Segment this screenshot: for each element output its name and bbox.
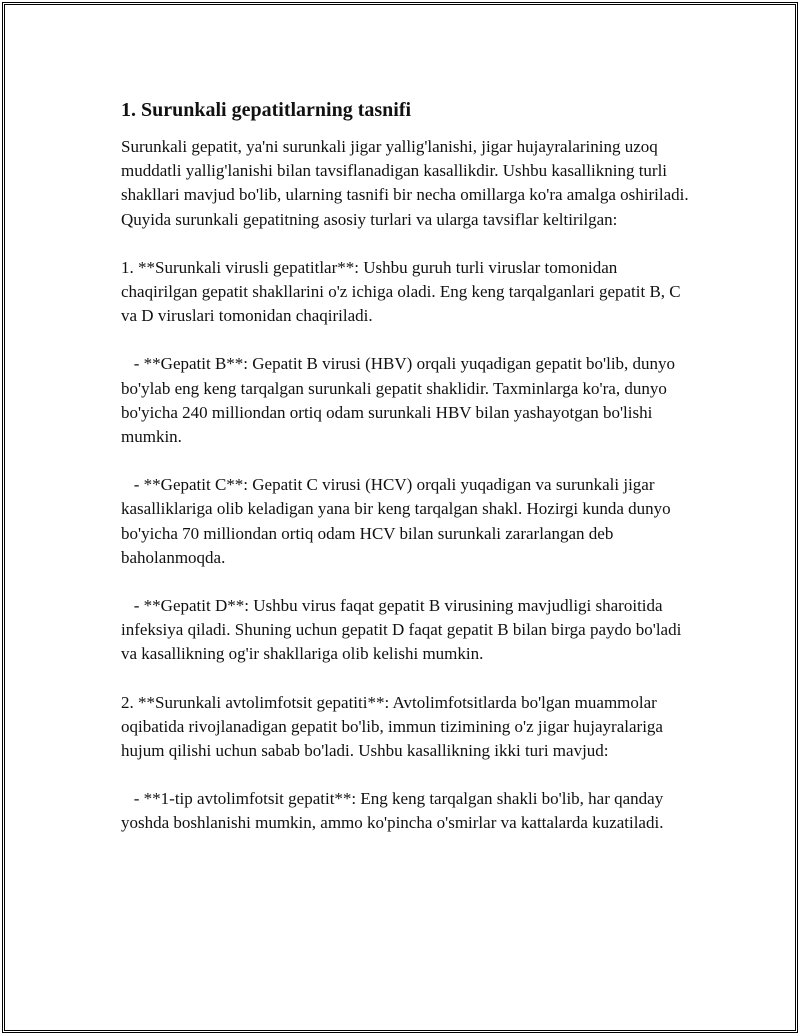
page-frame bbox=[2, 2, 798, 1033]
document-title: 1. Surunkali gepatitlarning tasnifi bbox=[121, 99, 412, 121]
paragraph-hepatitis-b: - **Gepatit B**: Gepatit B virusi (HBV) orqali yuqadigan gepatit bo'lib, dunyo bo'ylab eng keng tarqalgan surunkali gepatit shaklidir. Taxminlarga ko'ra, dunyo bo'yicha 240 milliondan ortiq odam surunkali HBV bilan yashayotgan bo'lishi mumkin. bbox=[121, 354, 680, 447]
paragraph-autoimmune-hepatitis: 2. **Surunkali avtolimfotsit gepatiti**: Avtolimfotsitlarda bo'lgan muammolar oqibatida rivojlanadigan gepatit bo'lib, immun tizimining o'z jigar hujayralariga hujum qilishi uchun sabab bo'ladi. Ushbu kasallikning ikki turi mavjud: bbox=[121, 692, 668, 761]
paragraph-type-1: - **1-tip avtolimfotsit gepatit**: Eng keng tarqalgan shakli bo'lib, har qanday yoshda boshlanishi mumkin, ammo ko'pincha o'smirlar va kattalarda kuzatiladi. bbox=[121, 789, 668, 833]
paragraph-viral-hepatitis: 1. **Surunkali virusli gepatitlar**: Ushbu guruh turli viruslar tomonidan chaqirilgan gepatit shakllarini o'z ichiga oladi. Eng keng tarqalganlari gepatit B, C va D viruslari tomonidan chaqiriladi. bbox=[121, 257, 685, 326]
paragraph-hepatitis-d: - **Gepatit D**: Ushbu virus faqat gepatit B virusining mavjudligi sharoitida infeksiya qiladi. Shuning uchun gepatit D faqat gepatit B bilan birga paydo bo'ladi va kasallikning og'ir shakllariga olib kelishi mumkin. bbox=[121, 596, 686, 664]
document-body bbox=[121, 97, 696, 860]
paragraph-hepatitis-c: - **Gepatit C**: Gepatit C virusi (HCV) orqali yuqadigan va surunkali jigar kasalliklariga olib keladigan yana bir keng tarqalgan shakl. Hozirgi kunda dunyo bo'yicha 70 milliondan ortiq odam HCV bilan surunkali zararlangan deb baholanmoqda. bbox=[121, 475, 675, 567]
paragraph-intro: Surunkali gepatit, ya'ni surunkali jigar yallig'lanishi, jigar hujayralarining uzoq muddatli yallig'lanishi bilan tavsiflanadigan kasallikdir. Ushbu kasallikning turli shakllari mavjud bo'lib, ularning tasnifi bir necha omillarga ko'ra amalga oshiriladi. Quyida surunkali gepatitning asosiy turlari va ularga tavsiflar keltirilgan: bbox=[121, 137, 693, 229]
